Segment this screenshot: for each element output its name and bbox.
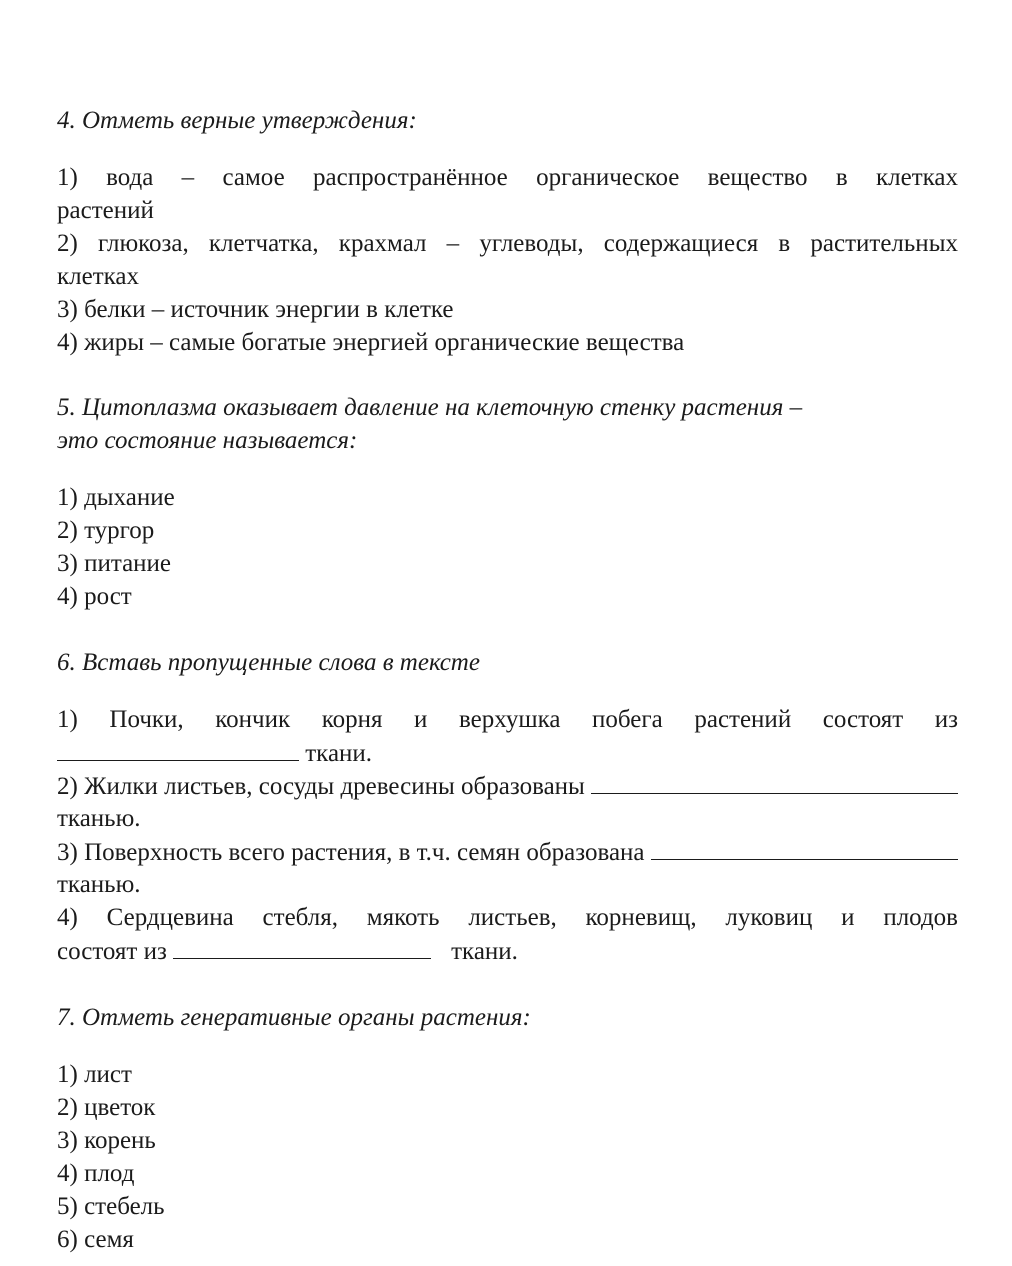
q4-option-4: 4) жиры – самые богатые энергией органические вещества [57, 329, 685, 356]
q5-option-2: 2) тургор [57, 517, 155, 544]
q4-option-2-line-2: клетках [57, 263, 140, 290]
q6-item-1-line-1: 1) Почки, кончик корня и верхушка побега растений состоят из [57, 706, 958, 733]
q5-option-3: 3) питание [57, 550, 172, 577]
q7-option-5: 5) стебель [57, 1193, 165, 1220]
q6-item-4-line-1: 4) Сердцевина стебля, мякоть листьев, корневищ, луковиц и плодов [57, 904, 958, 931]
q6-item-4-suffix: ткани. [451, 938, 518, 965]
answer-blank-4[interactable] [173, 934, 431, 959]
q6-item-4-line-2 [57, 934, 958, 967]
q4-option-1-line-1: 1) вода – самое распространённое органическое вещество в клетках [57, 164, 958, 191]
q4-option-3: 3) белки – источник энергии в клетке [57, 296, 454, 323]
question-5-title-line-2: это состояние называется: [57, 427, 358, 454]
q6-item-3-text: 3) Поверхность всего растения, в т.ч. семян образована [57, 839, 651, 866]
answer-blank-3[interactable] [651, 835, 958, 860]
question-6-title: 6. Вставь пропущенные слова в тексте [57, 649, 480, 676]
q5-option-4: 4) рост [57, 583, 132, 610]
q7-option-3: 3) корень [57, 1127, 156, 1154]
q6-item-4-prefix: состоят из [57, 938, 174, 965]
q4-option-1-line-2: растений [57, 197, 154, 224]
answer-blank-1[interactable] [57, 736, 299, 761]
question-5-title-line-1: 5. Цитоплазма оказывает давление на клеточную стенку растения – [57, 394, 803, 421]
q6-item-2-line-1 [57, 769, 958, 802]
q7-option-1: 1) лист [57, 1061, 132, 1088]
q6-item-3-line-1 [57, 835, 958, 868]
question-4-title: 4. Отметь верные утверждения: [57, 107, 417, 134]
answer-blank-2[interactable] [591, 769, 958, 794]
q7-option-6: 6) семя [57, 1226, 134, 1253]
q6-item-2-text: 2) Жилки листьев, сосуды древесины образованы [57, 773, 592, 800]
question-7-title: 7. Отметь генеративные органы растения: [57, 1004, 531, 1031]
q5-option-1: 1) дыхание [57, 484, 175, 511]
q7-option-4: 4) плод [57, 1160, 135, 1187]
q6-item-1-line-2 [57, 736, 958, 769]
q6-item-3-line-2: тканью. [57, 871, 141, 898]
q6-item-2-line-2: тканью. [57, 805, 141, 832]
q6-item-1-suffix: ткани. [299, 740, 373, 767]
q7-option-2: 2) цветок [57, 1094, 156, 1121]
q4-option-2-line-1: 2) глюкоза, клетчатка, крахмал – углеводы, содержащиеся в растительных [57, 230, 958, 257]
